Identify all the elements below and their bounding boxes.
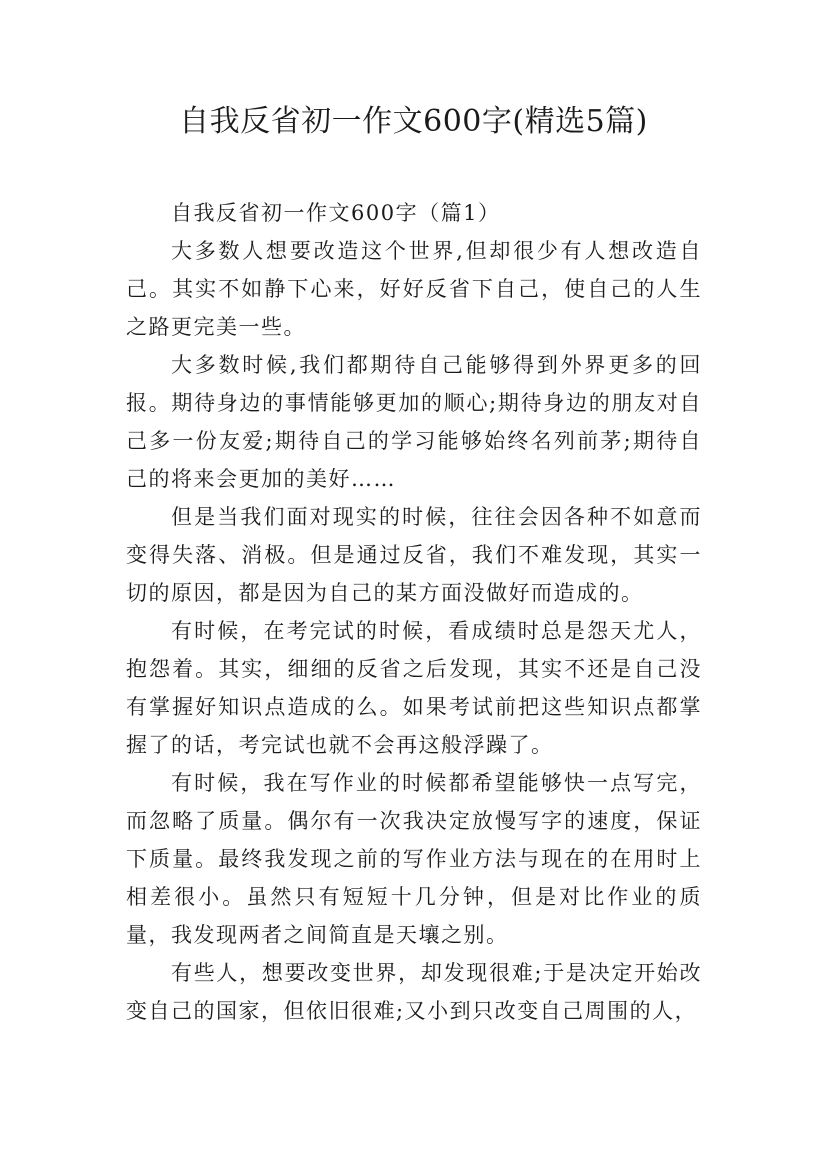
document-body: [126, 194, 702, 1030]
paragraph-3: 但是当我们面对现实的时候，往往会因各种不如意而变得失落、消极。但是通过反省，我们不难发现，其实一切的原因，都是因为自己的某方面没做好而造成的。: [126, 505, 702, 605]
paragraph-5: 有时候，我在写作业的时候都希望能够快一点写完，而忽略了质量。偶尔有一次我决定放慢写字的速度，保证下质量。最终我发现之前的写作业方法与现在的在用时上相差很小。虽然只有短短十几分钟，但是对比作业的质量，我发现两者之间简直是天壤之别。: [126, 771, 702, 947]
paragraph-2: 大多数时候,我们都期待自己能够得到外界更多的回报。期待身边的事情能够更加的顺心;期待身边的朋友对自己多一份友爱;期待自己的学习能够始终名列前茅;期待自己的将来会更加的美好……: [126, 353, 702, 491]
paragraph-6: 有些人，想要改变世界，却发现很难;于是决定开始改变自己的国家，但依旧很难;又小到只改变自己周围的人，: [126, 961, 702, 1023]
document-title: 自我反省初一作文600字(精选5篇): [179, 104, 648, 139]
paragraph-1: 大多数人想要改造这个世界,但却很少有人想改造自己。其实不如静下心来，好好反省下自己，使自己的人生之路更完美一些。: [126, 239, 702, 339]
paragraph-4: 有时候，在考完试的时候，看成绩时总是怨天尤人，抱怨着。其实，细细的反省之后发现，其实不还是自己没有掌握好知识点造成的么。如果考试前把这些知识点都掌握了的话，考完试也就不会再这般浮躁了。: [126, 619, 702, 757]
section-heading: 自我反省初一作文600字（篇1）: [171, 201, 501, 225]
